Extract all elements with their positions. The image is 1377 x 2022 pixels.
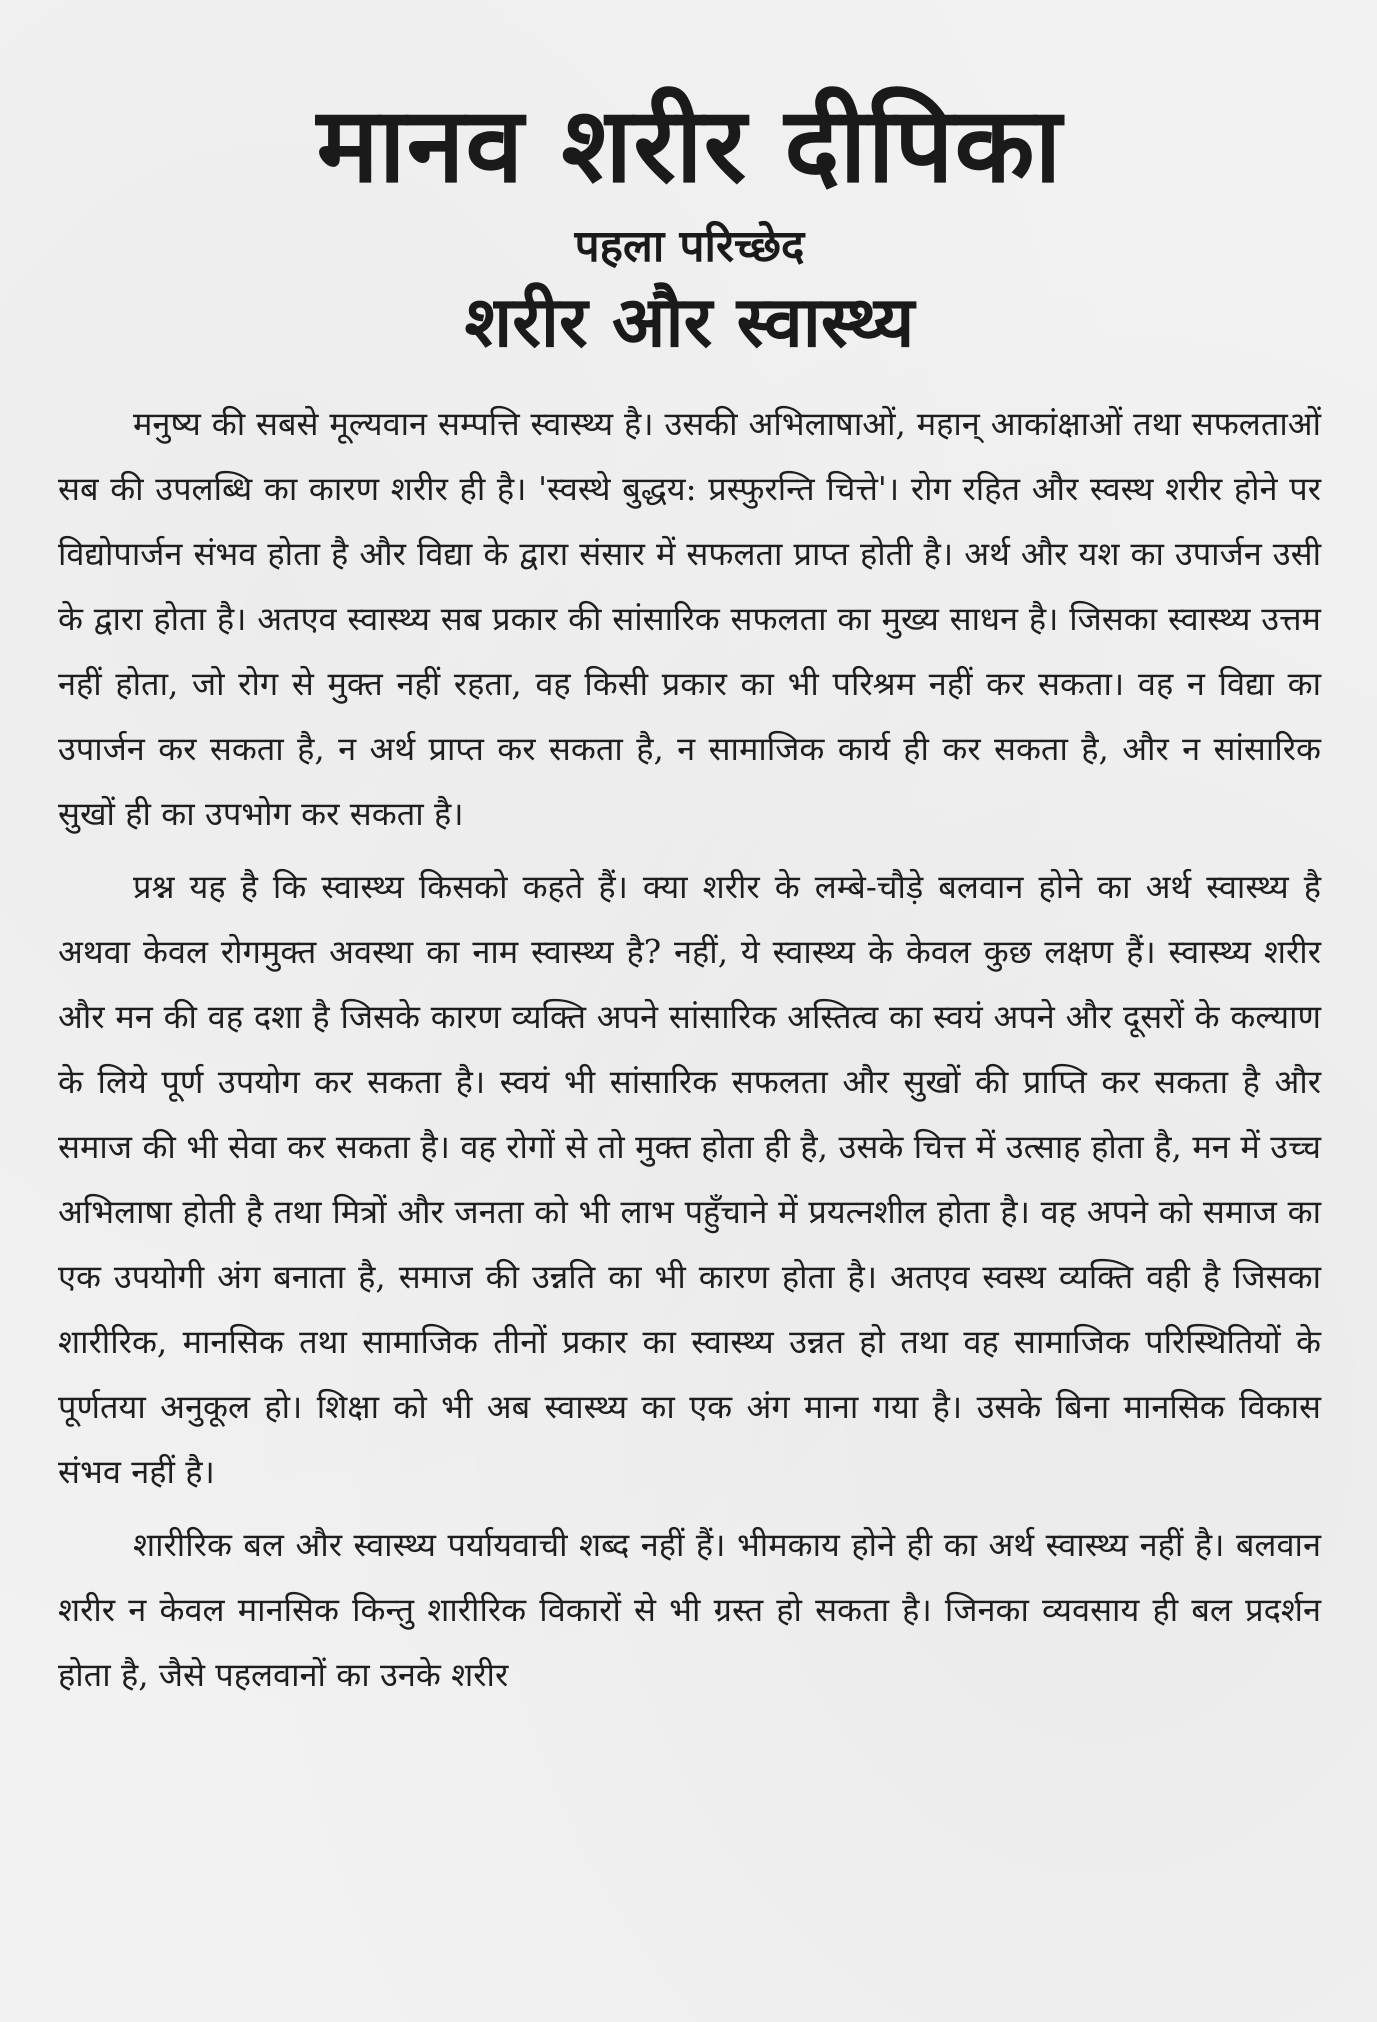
paragraph-2: प्रश्न यह है कि स्वास्थ्य किसको कहते हैं। क्या शरीर के लम्बे-चौड़े बलवान होने का अर्थ स्वास्थ्य है अथवा केवल रोगमुक्त अवस्था का नाम स्वास्थ्य है? नहीं, ये स्वास्थ्य के केवल कुछ लक्षण हैं। स्वास्थ्य शरीर और मन की वह दशा है जिसके कारण व्यक्ति अपने सांसारिक अस्तित्व का स्वयं अपने और दूसरों के कल्याण के लिये पूर्ण उपयोग कर सकता है। स्वयं भी सांसारिक सफलता और सुखों की प्राप्ति कर सकता है और समाज की भी सेवा कर सकता है। वह रोगों से तो मुक्त होता ही है, उसके चित्त में उत्साह होता है, मन में उच्च अभिलाषा होती है तथा मित्रों और जनता को भी लाभ पहुँचाने में प्रयत्नशील होता है। वह अपने को समाज का एक उपयोगी अंग बनाता है, समाज की उन्नति का भी कारण होता है। अतएव स्वस्थ व्यक्ति वही है जिसका शारीरिक, मानसिक तथा सामाजिक तीनों प्रकार का स्वास्थ्य उन्नत हो तथा वह सामाजिक परिस्थितियों के पूर्णतया अनुकूल हो। शिक्षा को भी अब स्वास्थ्य का एक अंग माना गया है। उसके बिना मानसिक विकास संभव नहीं है। — [58, 867, 1321, 1491]
chapter-label: पहला परिच्छेद — [574, 221, 805, 273]
book-title: मानव शरीर दीपिका — [316, 83, 1063, 206]
chapter-body — [58, 392, 1321, 1708]
paragraph-3: शारीरिक बल और स्वास्थ्य पर्यायवाची शब्द नहीं हैं। भीमकाय होने ही का अर्थ स्वास्थ्य नहीं है। बलवान शरीर न केवल मानसिक किन्तु शारीरिक विकारों से भी ग्रस्त हो सकता है। जिनका व्यवसाय ही बल प्रदर्शन होता है, जैसे पहलवानों का उनके शरीर — [58, 1525, 1321, 1694]
paragraph-1: मनुष्य की सबसे मूल्यवान सम्पत्ति स्वास्थ्य है। उसकी अभिलाषाओं, महान् आकांक्षाओं तथा सफलताओं सब की उपलब्धि का कारण शरीर ही है। 'स्वस्थे बुद्धय: प्रस्फुरन्ति चित्ते'। रोग रहित और स्वस्थ शरीर होने पर विद्योपार्जन संभव होता है और विद्या के द्वारा संसार में सफलता प्राप्त होती है। अर्थ और यश का उपार्जन उसी के द्वारा होता है। अतएव स्वास्थ्य सब प्रकार की सांसारिक सफलता का मुख्य साधन है। जिसका स्वास्थ्य उत्तम नहीं होता, जो रोग से मुक्त नहीं रहता, वह किसी प्रकार का भी परिश्रम नहीं कर सकता। वह न विद्या का उपार्जन कर सकता है, न अर्थ प्राप्त कर सकता है, न सामाजिक कार्य ही कर सकता है, और न सांसारिक सुखों ही का उपभोग कर सकता है। — [58, 404, 1321, 833]
chapter-title: शरीर और स्वास्थ्य — [464, 279, 915, 363]
